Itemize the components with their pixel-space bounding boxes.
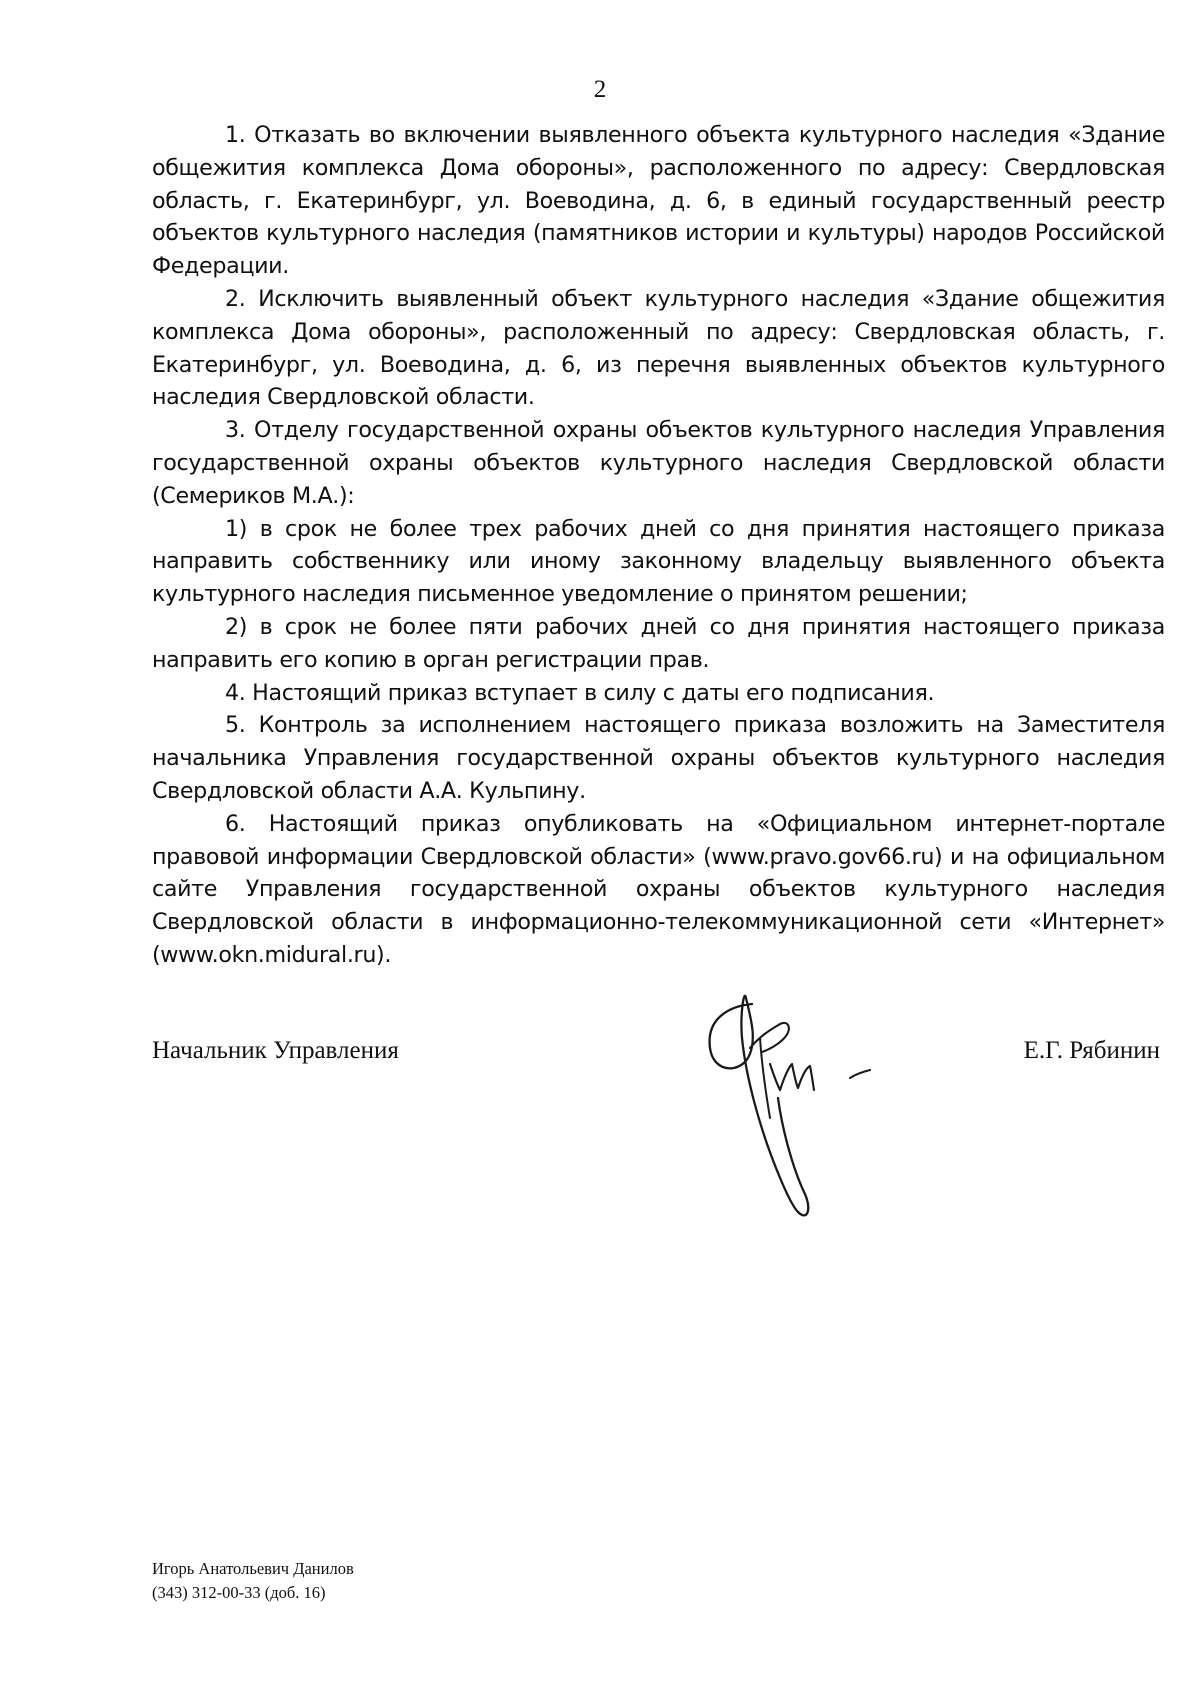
order-item-4: 4. Настоящий приказ вступает в силу с даты его подписания. [225,679,935,706]
order-subitem-1: 1) в срок не более трех рабочих дней со дня принятия настоящего приказа направить собственнику или иному законному владельцу выявленного объекта культурного наследия письменное уведомление о принятом решении; [152,515,1165,608]
order-item-2: 2. Исключить выявленный объект культурного наследия «Здание общежития комплекса Дома обороны», расположенный по адресу: Свердловская область, г. Екатеринбург, ул. Воеводина, д. 6, из перечня выявленных объектов культурного наследия Свердловской области. [152,285,1165,411]
order-item-3: 3. Отделу государственной охраны объектов культурного наследия Управления государственной охраны объектов культурного наследия Свердловской области (Семериков М.А.): [152,417,1165,509]
order-item-6: 6. Настоящий приказ опубликовать на «Официальном интернет-портале правовой информации Свердловской области» (www.pravo.gov66.ru) и на официальном сайте Управления государственной охраны объектов культурного наследия Свердловской области в информационно-телекоммуникационной сети «Интернет» (www.okn.midural.ru). [152,810,1165,968]
executor-name: Игорь Анатольевич Данилов [152,1559,354,1578]
page-number: 2 [593,76,607,103]
order-item-1: 1. Отказать во включении выявленного объекта культурного наследия «Здание общежития комплекса Дома обороны», расположенного по адресу: Свердловская область, г. Екатеринбург, ул. Воеводина, д. 6, в единый государственный реестр объектов культурного наследия (памятников истории и культуры) народов Российской Федерации. [152,122,1165,280]
signature-block [152,1034,1165,1074]
handwritten-signature-icon [700,978,910,1228]
executor-phone: (343) 312-00-33 (доб. 16) [152,1583,326,1602]
executor-contact [152,1557,354,1605]
order-body [152,119,1165,972]
order-item-5: 5. Контроль за исполнением настоящего приказа возложить на Заместителя начальника Управления государственной охраны объектов культурного наследия Свердловской области А.А. Кульпину. [152,712,1165,804]
order-subitem-2: 2) в срок не более пяти рабочих дней со дня принятия настоящего приказа направить его копию в орган регистрации прав. [152,613,1165,673]
signatory-name: Е.Г. Рябинин [1023,1037,1160,1064]
signatory-position: Начальник Управления [152,1037,399,1064]
